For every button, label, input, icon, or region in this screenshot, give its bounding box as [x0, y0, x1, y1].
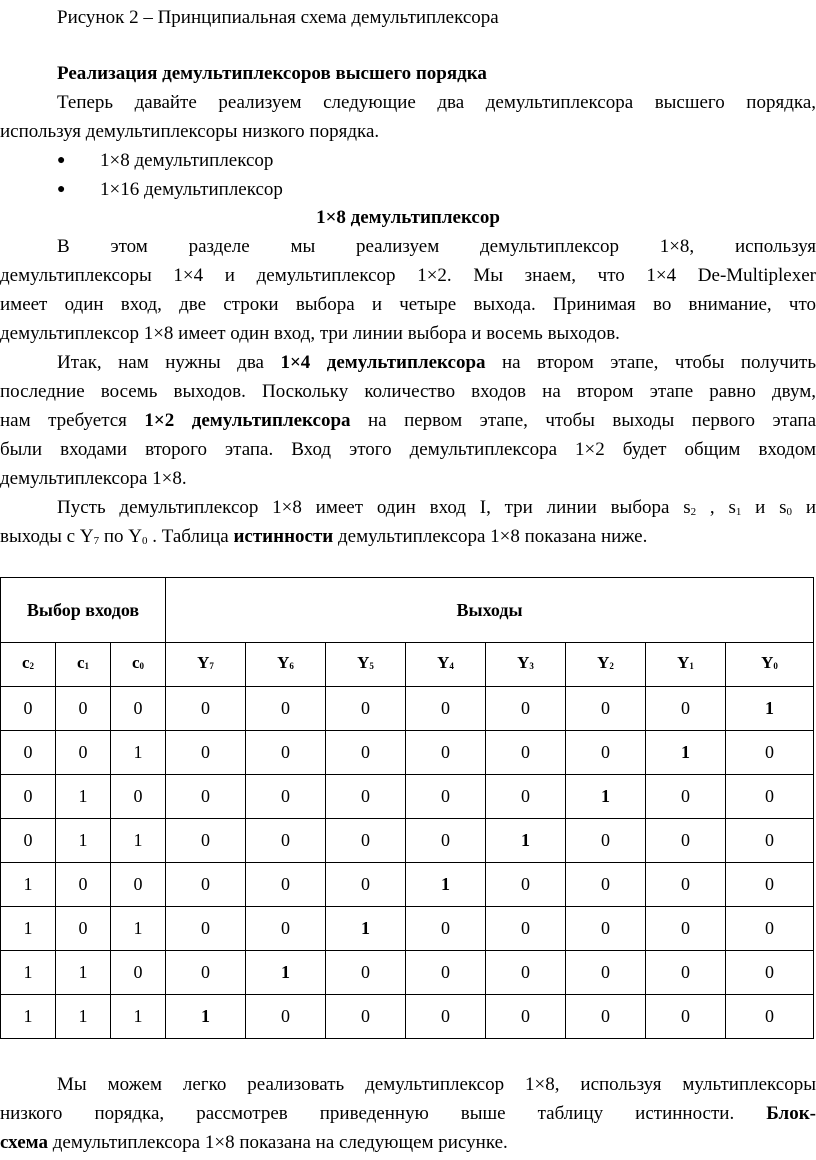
subscript: 0 — [786, 506, 793, 518]
column-letter: Y — [357, 653, 370, 672]
column-index: 4 — [449, 661, 454, 671]
table-cell: 1 — [1, 907, 56, 951]
closing-bold: схема — [0, 1132, 48, 1153]
para2-line-2: последние восемь выходов. Поскольку количество входов на втором этапе равно двум, — [0, 381, 816, 402]
para3-bold: истинности — [233, 526, 334, 547]
table-cell: 0 — [646, 687, 726, 731]
column-index: 0 — [773, 661, 778, 671]
table-cell: 0 — [326, 995, 406, 1039]
column-letter: c — [76, 653, 85, 672]
para1-line-1: В этом разделе мы реализуем демультиплексор 1×8, используя — [57, 236, 816, 257]
table-cell: 0 — [566, 863, 646, 907]
table-cell: 1 — [726, 687, 814, 731]
table-cell: 0 — [246, 995, 326, 1039]
table-cell: 0 — [566, 995, 646, 1039]
table-cell: 0 — [726, 951, 814, 995]
table-cell: 0 — [56, 687, 111, 731]
column-letter: Y — [517, 653, 530, 672]
para1-line-4: демультиплексор 1×8 имеет один вход, три линии выбора и восемь выходов. — [0, 323, 620, 344]
column-letter: Y — [277, 653, 290, 672]
table-cell: 0 — [56, 863, 111, 907]
table-cell: 0 — [326, 775, 406, 819]
para2-text: на втором этапе, чтобы получить — [485, 352, 816, 373]
table-cell: 1 — [111, 731, 166, 775]
table-cell: 1 — [111, 819, 166, 863]
table-cell: 0 — [246, 907, 326, 951]
closing-bold: Блок- — [766, 1103, 816, 1124]
table-cell: 0 — [646, 775, 726, 819]
figure-caption: Рисунок 2 – Принципиальная схема демультиплексора — [57, 7, 499, 28]
table-cell: 0 — [246, 863, 326, 907]
table-cell: 0 — [246, 731, 326, 775]
para2-bold: 1×4 демультиплексора — [280, 352, 486, 373]
column-index: 3 — [529, 661, 534, 671]
para3-text: демультиплексора 1×8 показана ниже. — [333, 526, 648, 547]
table-column-header-row — [1, 643, 814, 687]
column-header — [56, 643, 111, 687]
para3-text: и — [792, 497, 816, 518]
para2-line-3 — [0, 405, 816, 436]
table-cell: 0 — [1, 775, 56, 819]
table-cell: 0 — [326, 863, 406, 907]
subsection-heading — [0, 202, 816, 233]
column-header — [566, 643, 646, 687]
table-cell: 0 — [166, 907, 246, 951]
para1-line-3: имеет один вход, две строки выбора и четыре выхода. Принимая во внимание, что — [0, 294, 816, 315]
column-letter: Y — [677, 653, 690, 672]
para2-text: нам требуется — [0, 410, 145, 431]
table-group-header-row — [1, 578, 814, 643]
table-row — [1, 995, 814, 1039]
table-cell: 0 — [486, 775, 566, 819]
outputs-group-header: Выходы — [166, 578, 814, 643]
table-cell: 0 — [56, 731, 111, 775]
column-header — [726, 643, 814, 687]
column-header — [646, 643, 726, 687]
column-index: 0 — [139, 661, 145, 671]
table-cell: 1 — [246, 951, 326, 995]
para3-text: Пусть демультиплексор 1×8 имеет один вход I, три линии выбора s — [57, 497, 691, 518]
subscript: 7 — [93, 535, 100, 547]
para2-line-1 — [0, 347, 816, 378]
column-header — [111, 643, 166, 687]
column-header — [1, 643, 56, 687]
column-index: 6 — [289, 661, 294, 671]
subscript: 2 — [690, 506, 697, 518]
table-row — [1, 951, 814, 995]
table-cell: 0 — [486, 687, 566, 731]
table-cell: 1 — [646, 731, 726, 775]
para1-line-2: демультиплексоры 1×4 и демультиплексор 1×2. Мы знаем, что 1×4 De-Multiplexer — [0, 265, 816, 286]
table-cell: 0 — [166, 687, 246, 731]
table-cell: 0 — [111, 863, 166, 907]
table-cell: 0 — [166, 863, 246, 907]
table-row — [1, 731, 814, 775]
column-letter: Y — [197, 653, 210, 672]
table-cell: 0 — [486, 731, 566, 775]
table-cell: 0 — [406, 995, 486, 1039]
table-cell: 0 — [1, 687, 56, 731]
closing-text: низкого порядка, рассмотрев приведенную выше таблицу истинности. — [0, 1103, 767, 1124]
table-row — [1, 819, 814, 863]
column-index: 1 — [689, 661, 694, 671]
bullet-dot-icon: ● — [57, 182, 66, 197]
table-cell: 0 — [486, 907, 566, 951]
bullet-text: 1×16 демультиплексор — [100, 179, 283, 200]
table-cell: 0 — [326, 687, 406, 731]
truth-table — [0, 577, 814, 1039]
table-cell: 0 — [486, 995, 566, 1039]
table-cell: 1 — [326, 907, 406, 951]
table-cell: 1 — [56, 995, 111, 1039]
column-header — [486, 643, 566, 687]
para3-text: по Y — [99, 526, 142, 547]
column-letter: c — [131, 653, 140, 672]
para3-text: и s — [741, 497, 787, 518]
table-body — [1, 687, 814, 1039]
table-cell: 1 — [111, 995, 166, 1039]
column-letter: Y — [761, 653, 774, 672]
table-cell: 0 — [406, 819, 486, 863]
table-cell: 0 — [726, 819, 814, 863]
table-cell: 0 — [646, 951, 726, 995]
para3-text: . Таблица — [147, 526, 234, 547]
table-cell: 0 — [566, 819, 646, 863]
table-cell: 0 — [406, 951, 486, 995]
closing-line-2 — [0, 1098, 816, 1129]
table-cell: 1 — [111, 907, 166, 951]
table-cell: 0 — [486, 863, 566, 907]
section-heading — [57, 58, 816, 89]
table-cell: 0 — [646, 907, 726, 951]
table-cell: 0 — [566, 907, 646, 951]
table-cell: 0 — [646, 863, 726, 907]
para3-line-2 — [0, 521, 816, 557]
table-cell: 1 — [1, 995, 56, 1039]
table-cell: 0 — [166, 951, 246, 995]
para2-bold: 1×2 демультиплексора — [144, 410, 351, 431]
table-cell: 1 — [166, 995, 246, 1039]
table-cell: 0 — [566, 731, 646, 775]
table-cell: 0 — [326, 951, 406, 995]
column-index: 1 — [84, 661, 90, 671]
table-cell: 0 — [406, 907, 486, 951]
table-cell: 0 — [166, 731, 246, 775]
table-cell: 0 — [326, 819, 406, 863]
column-header — [166, 643, 246, 687]
closing-text: демультиплексора 1×8 показана на следующем рисунке. — [47, 1132, 508, 1153]
column-header — [246, 643, 326, 687]
table-cell: 0 — [56, 907, 111, 951]
intro-line-2: используя демультиплексоры низкого порядка. — [0, 121, 380, 142]
table-cell: 0 — [246, 775, 326, 819]
intro-line-1: Теперь давайте реализуем следующие два демультиплексора высшего порядка, — [57, 92, 816, 113]
table-cell: 0 — [646, 819, 726, 863]
subsection-heading-text: 1×8 демультиплексор — [316, 207, 500, 228]
table-cell: 0 — [111, 951, 166, 995]
column-letter: Y — [597, 653, 610, 672]
column-header — [326, 643, 406, 687]
section-heading-text: Реализация демультиплексоров высшего порядка — [57, 63, 487, 84]
bullet-item-2 — [0, 174, 816, 205]
table-row — [1, 907, 814, 951]
table-cell: 1 — [56, 775, 111, 819]
table-cell: 0 — [406, 731, 486, 775]
bullet-item-1 — [0, 145, 816, 176]
table-cell: 0 — [486, 951, 566, 995]
column-index: 7 — [209, 661, 214, 671]
column-index: 2 — [29, 661, 35, 671]
table-row — [1, 775, 814, 819]
table-cell: 1 — [566, 775, 646, 819]
closing-line-3 — [0, 1127, 816, 1158]
table-cell: 1 — [56, 951, 111, 995]
subscript: 0 — [141, 535, 148, 547]
para3-text: , s — [696, 497, 736, 518]
table-cell: 0 — [726, 731, 814, 775]
bullet-dot-icon: ● — [57, 153, 66, 168]
column-letter: Y — [437, 653, 450, 672]
table-cell: 0 — [406, 775, 486, 819]
inputs-group-header: Выбор входов — [1, 578, 166, 643]
table-cell: 0 — [111, 687, 166, 731]
table-cell: 0 — [726, 907, 814, 951]
table-row — [1, 687, 814, 731]
table-cell: 0 — [1, 731, 56, 775]
table-cell: 0 — [406, 687, 486, 731]
table-cell: 0 — [246, 687, 326, 731]
table-cell: 0 — [111, 775, 166, 819]
para2-line-4: были входами второго этапа. Вход этого демультиплексора 1×2 будет общим входом — [0, 439, 816, 460]
table-cell: 0 — [1, 819, 56, 863]
column-letter: c — [21, 653, 30, 672]
table-cell: 0 — [326, 731, 406, 775]
table-cell: 0 — [646, 995, 726, 1039]
table-cell: 1 — [1, 951, 56, 995]
table-cell: 0 — [566, 687, 646, 731]
table-cell: 1 — [406, 863, 486, 907]
table-cell: 1 — [486, 819, 566, 863]
column-index: 5 — [369, 661, 374, 671]
table-cell: 0 — [726, 775, 814, 819]
para2-line-5: демультиплексора 1×8. — [0, 468, 187, 489]
para3-text: выходы с Y — [0, 526, 94, 547]
subscript: 1 — [735, 506, 742, 518]
table-cell: 1 — [56, 819, 111, 863]
closing-line-1: Мы можем легко реализовать демультиплексор 1×8, используя мультиплексоры — [57, 1074, 816, 1095]
table-cell: 0 — [566, 951, 646, 995]
table-cell: 1 — [1, 863, 56, 907]
table-cell: 0 — [726, 995, 814, 1039]
bullet-text: 1×8 демультиплексор — [100, 150, 274, 171]
column-index: 2 — [609, 661, 614, 671]
table-cell: 0 — [166, 775, 246, 819]
para2-text: на первом этапе, чтобы выходы первого этапа — [350, 410, 816, 431]
table-cell: 0 — [246, 819, 326, 863]
table-row — [1, 863, 814, 907]
table-cell: 0 — [166, 819, 246, 863]
column-header — [406, 643, 486, 687]
para2-text: Итак, нам нужны два — [57, 352, 281, 373]
table-cell: 0 — [726, 863, 814, 907]
